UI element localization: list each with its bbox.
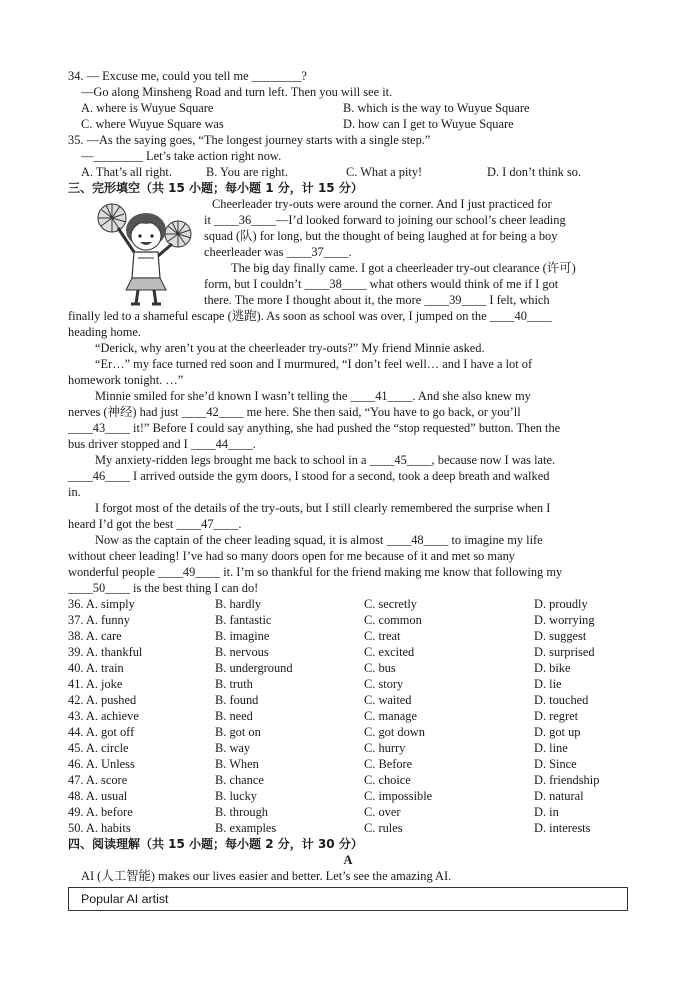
option-c: C. over: [364, 805, 401, 819]
option-row: [68, 740, 628, 756]
option-row: [68, 788, 628, 804]
option-a: 40. A. train: [68, 661, 124, 675]
option-row: [68, 644, 628, 660]
q35-stem: 35. —As the saying goes, “The longest journey starts with a single step.”: [68, 133, 431, 147]
option-d: D. line: [534, 741, 568, 755]
q34-options-row2: [68, 116, 628, 132]
q35-reply: —________ Let’s take action right now.: [81, 149, 282, 163]
cheerleader-illustration: [68, 196, 204, 308]
option-d: D. Since: [534, 757, 577, 771]
option-row: [68, 692, 628, 708]
option-a: 46. A. Unless: [68, 757, 135, 771]
option-row: [68, 676, 628, 692]
section3-title: 三、完形填空（共 15 小题；每小题 1 分，计 15 分）: [68, 181, 363, 195]
cloze-line: ____46____ I arrived outside the gym doors, I stood for a second, took a deep breath and walked: [68, 469, 550, 483]
option-b: B. found: [215, 693, 259, 707]
cloze-line: heading home.: [68, 325, 141, 339]
cloze-line: “Derick, why aren’t you at the cheerleader try-outs?” My friend Minnie asked.: [95, 341, 485, 355]
q34-option-d: D. how can I get to Wuyue Square: [343, 117, 514, 131]
option-a: 45. A. circle: [68, 741, 129, 755]
q34-option-b: B. which is the way to Wuyue Square: [343, 101, 530, 115]
option-b: B. examples: [215, 821, 277, 835]
cloze-line: “Er…” my face turned red soon and I murmured, “I don’t feel well… and I have a lot of: [95, 357, 533, 371]
option-c: C. common: [364, 613, 422, 627]
option-row: [68, 596, 628, 612]
q34-options-row1: [68, 100, 628, 116]
cloze-line: My anxiety-ridden legs brought me back to school in a ____45____, because now I was late.: [95, 453, 556, 467]
option-c: C. got down: [364, 725, 425, 739]
q35-option-a: A. That’s all right.: [81, 165, 172, 179]
q35-option-d: D. I don’t think so.: [487, 165, 582, 179]
option-row: [68, 772, 628, 788]
q35-options: [68, 164, 628, 180]
option-a: 39. A. thankful: [68, 645, 143, 659]
option-a: 49. A. before: [68, 805, 133, 819]
option-d: D. bike: [534, 661, 571, 675]
option-row: [68, 708, 628, 724]
option-d: D. proudly: [534, 597, 588, 611]
option-a: 44. A. got off: [68, 725, 135, 739]
option-b: B. lucky: [215, 789, 257, 803]
option-c: C. waited: [364, 693, 412, 707]
option-c: C. choice: [364, 773, 411, 787]
cloze-line: in.: [68, 485, 81, 499]
option-c: C. bus: [364, 661, 396, 675]
cheerleader-figure: [68, 196, 204, 308]
option-a: 47. A. score: [68, 773, 128, 787]
option-row: [68, 820, 628, 836]
q34-option-a: A. where is Wuyue Square: [81, 101, 214, 115]
option-b: B. through: [215, 805, 269, 819]
option-d: D. interests: [534, 821, 591, 835]
option-d: D. suggest: [534, 629, 587, 643]
option-d: D. got up: [534, 725, 581, 739]
option-c: C. excited: [364, 645, 415, 659]
cloze-line: heard I’d got the best ____47____.: [68, 517, 242, 531]
option-d: D. in: [534, 805, 559, 819]
cloze-line: wonderful people ____49____ it. I’m so thankful for the friend making me know that following my: [68, 565, 563, 579]
option-d: D. lie: [534, 677, 562, 691]
option-c: C. manage: [364, 709, 417, 723]
cloze-line: ____43____ it!” Before I could say anything, she had pushed the “stop requested” button. Then the: [68, 421, 561, 435]
exam-page: [68, 68, 628, 911]
section4-title: 四、阅读理解（共 15 小题；每小题 2 分，计 30 分）: [68, 837, 363, 851]
option-row: [68, 724, 628, 740]
option-b: B. nervous: [215, 645, 269, 659]
cloze-line: squad (队) for long, but the thought of being laughed at for being a boy: [204, 229, 558, 243]
option-b: B. need: [215, 709, 253, 723]
option-a: 43. A. achieve: [68, 709, 139, 723]
option-b: B. hardly: [215, 597, 262, 611]
option-d: D. regret: [534, 709, 579, 723]
option-c: C. treat: [364, 629, 401, 643]
option-b: B. imagine: [215, 629, 270, 643]
q34-option-c: C. where Wuyue Square was: [81, 117, 224, 131]
cloze-line: finally led to a shameful escape (逃跑). As soon as school was over, I jumped on the ____40____: [68, 309, 552, 323]
option-row: [68, 628, 628, 644]
option-a: 50. A. habits: [68, 821, 131, 835]
popular-ai-artist-box: Popular AI artist: [68, 887, 628, 911]
q35-option-b: B. You are right.: [206, 165, 288, 179]
passage-a-intro: AI (人工智能) makes our lives easier and better. Let’s see the amazing AI.: [81, 869, 452, 883]
option-row: [68, 804, 628, 820]
cloze-line: ____50____ is the best thing I can do!: [68, 581, 259, 595]
option-d: D. touched: [534, 693, 589, 707]
q34-stem: 34. — Excuse me, could you tell me ________?: [68, 69, 307, 83]
option-b: B. way: [215, 741, 251, 755]
option-c: C. impossible: [364, 789, 433, 803]
cloze-line: homework tonight. …”: [68, 373, 184, 387]
option-c: C. hurry: [364, 741, 406, 755]
option-a: 42. A. pushed: [68, 693, 137, 707]
option-b: B. When: [215, 757, 259, 771]
option-c: C. story: [364, 677, 404, 691]
option-c: C. rules: [364, 821, 403, 835]
q34-reply: —Go along Minsheng Road and turn left. Then you will see it.: [81, 85, 393, 99]
option-a: 41. A. joke: [68, 677, 123, 691]
cloze-line: Cheerleader try-outs were around the corner. And I just practiced for: [212, 197, 552, 211]
cloze-line: without cheer leading! I’ve had so many doors open for me because of it and met so many: [68, 549, 515, 563]
cloze-line: it ____36____—I’d looked forward to joining our school’s cheer leading: [204, 213, 566, 227]
option-row: [68, 660, 628, 676]
cloze-line: cheerleader was ____37____.: [204, 245, 352, 259]
cloze-options: [68, 596, 628, 836]
option-d: D. worrying: [534, 613, 595, 627]
cloze-line: The big day finally came. I got a cheerleader try-out clearance (许可): [231, 261, 576, 275]
passage-a-label: A: [343, 853, 353, 867]
option-b: B. fantastic: [215, 613, 272, 627]
cloze-wrap-block: [68, 196, 628, 308]
option-d: D. friendship: [534, 773, 600, 787]
option-a: 37. A. funny: [68, 613, 130, 627]
option-a: 48. A. usual: [68, 789, 128, 803]
option-a: 36. A. simply: [68, 597, 135, 611]
cloze-line: nerves (神经) had just ____42____ me here. She then said, “You have to go back, or you’ll: [68, 405, 521, 419]
option-d: D. surprised: [534, 645, 595, 659]
option-row: [68, 612, 628, 628]
cloze-line: there. The more I thought about it, the more ____39____ I felt, which: [204, 293, 550, 307]
cloze-line: bus driver stopped and I ____44____.: [68, 437, 256, 451]
option-c: C. Before: [364, 757, 413, 771]
cloze-wrap-text: [204, 196, 628, 308]
cloze-line: Minnie smiled for she’d known I wasn’t telling the ____41____. And she also knew my: [95, 389, 531, 403]
option-b: B. got on: [215, 725, 261, 739]
cloze-line: I forgot most of the details of the try-outs, but I still clearly remembered the surprise when I: [95, 501, 551, 515]
cloze-line: form, but I couldn’t ____38____ what others would think of me if I got: [204, 277, 559, 291]
option-b: B. truth: [215, 677, 253, 691]
q35-option-c: C. What a pity!: [346, 165, 423, 179]
cloze-line: Now as the captain of the cheer leading squad, it is almost ____48____ to imagine my life: [95, 533, 543, 547]
option-d: D. natural: [534, 789, 584, 803]
option-row: [68, 756, 628, 772]
option-b: B. chance: [215, 773, 264, 787]
option-c: C. secretly: [364, 597, 417, 611]
option-b: B. underground: [215, 661, 293, 675]
option-a: 38. A. care: [68, 629, 122, 643]
